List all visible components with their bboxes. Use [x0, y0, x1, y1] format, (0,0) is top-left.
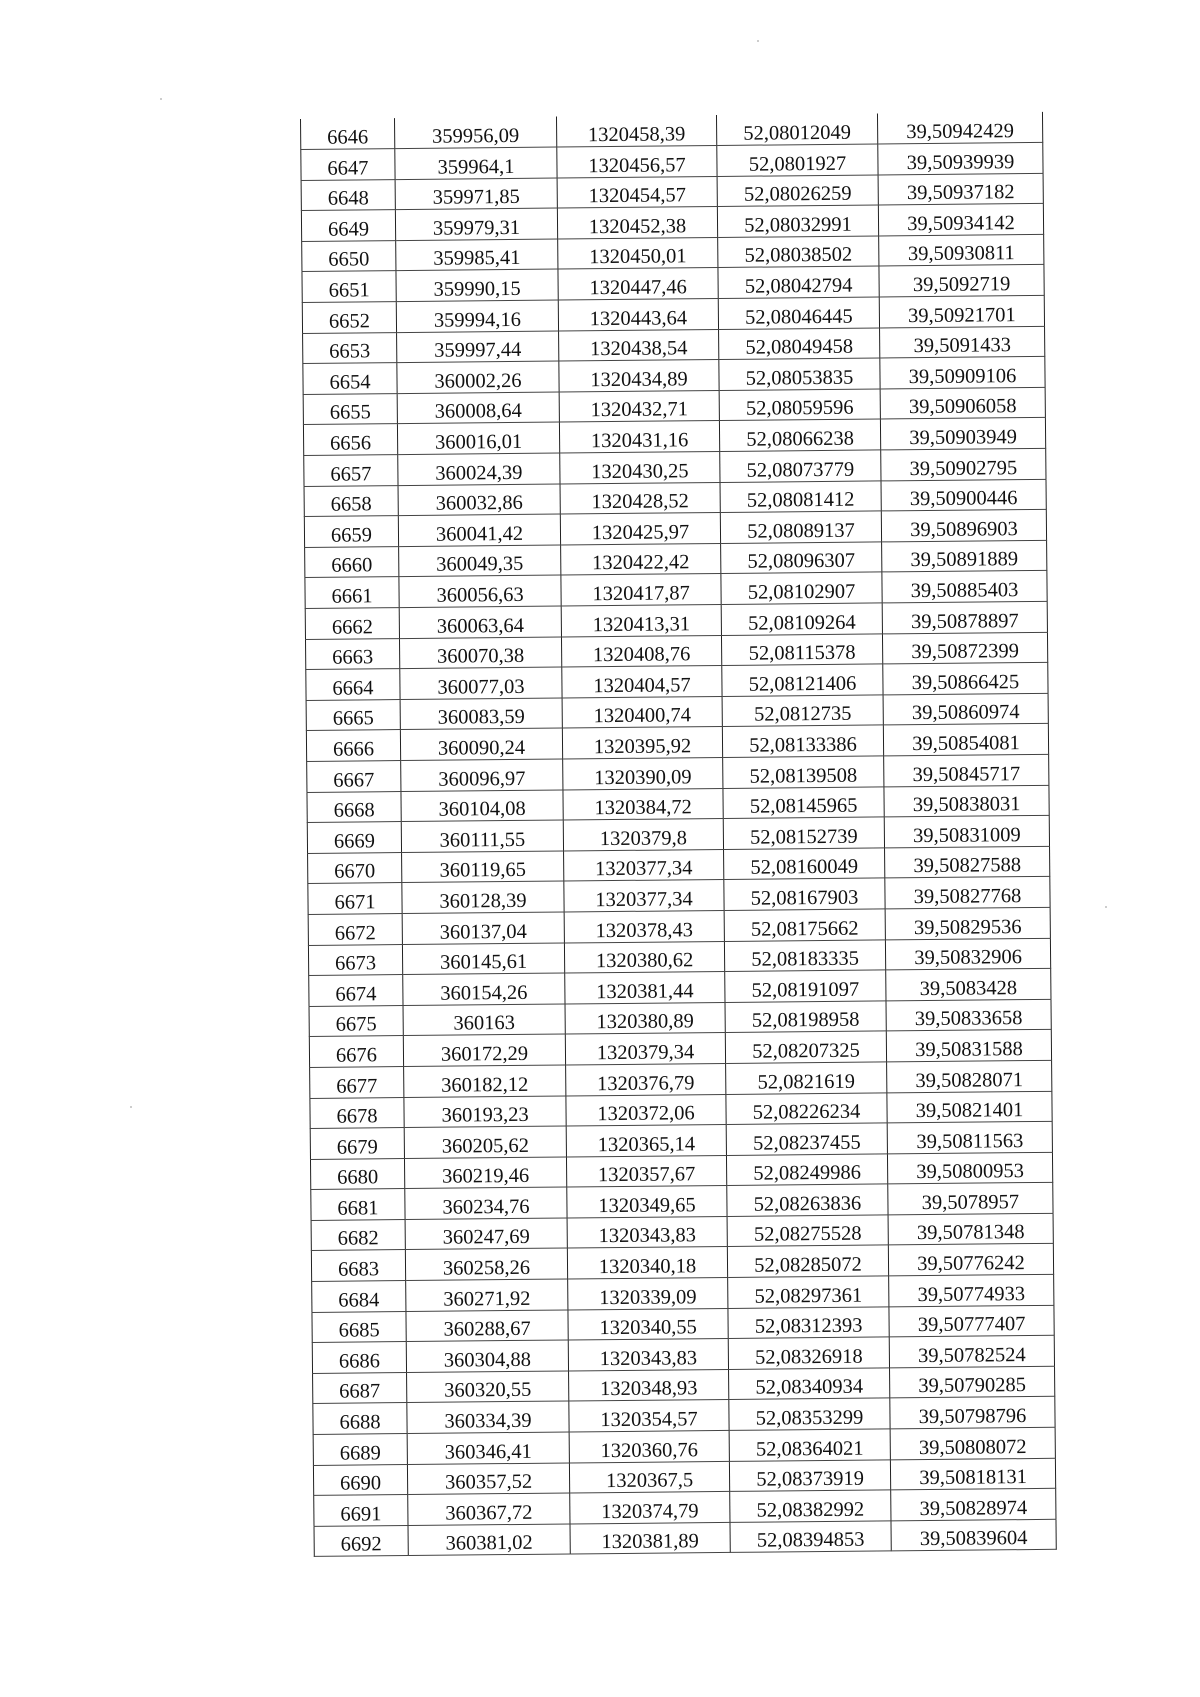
y-coordinate-cell: 1320458,39 — [556, 115, 716, 147]
x-coordinate-cell: 359994,16 — [396, 300, 558, 332]
x-coordinate-cell: 360172,29 — [403, 1034, 565, 1066]
x-coordinate-cell: 360320,55 — [407, 1371, 569, 1403]
scan-speck — [160, 98, 162, 100]
latitude-cell: 52,08275528 — [727, 1215, 888, 1247]
x-coordinate-cell: 360163 — [403, 1004, 565, 1036]
point-number-cell: 6658 — [304, 485, 398, 516]
point-number-cell: 6657 — [304, 455, 398, 486]
latitude-cell: 52,08167903 — [724, 878, 885, 910]
latitude-cell: 52,08312393 — [728, 1307, 889, 1339]
y-coordinate-cell: 1320379,34 — [565, 1033, 725, 1065]
y-coordinate-cell: 1320395,92 — [562, 727, 722, 759]
point-number-cell: 6661 — [305, 577, 399, 608]
longitude-cell: 39,50777407 — [889, 1305, 1054, 1337]
y-coordinate-cell: 1320413,31 — [561, 604, 721, 636]
point-number-cell: 6651 — [302, 271, 396, 302]
longitude-cell: 39,50854081 — [883, 724, 1048, 756]
x-coordinate-cell: 360041,42 — [398, 514, 560, 546]
longitude-cell: 39,50827588 — [885, 846, 1050, 878]
y-coordinate-cell: 1320348,93 — [569, 1369, 729, 1401]
longitude-cell: 39,50808072 — [890, 1427, 1055, 1459]
x-coordinate-cell: 360070,38 — [399, 637, 561, 669]
y-coordinate-cell: 1320400,74 — [562, 696, 722, 728]
longitude-cell: 39,50939939 — [878, 142, 1043, 174]
point-number-cell: 6692 — [314, 1525, 408, 1556]
x-coordinate-cell: 360205,62 — [404, 1126, 566, 1158]
x-coordinate-cell: 359997,44 — [397, 331, 559, 363]
x-coordinate-cell: 360090,24 — [400, 728, 562, 760]
longitude-cell: 39,50781348 — [888, 1213, 1053, 1245]
longitude-cell: 39,50831588 — [886, 1030, 1051, 1062]
point-number-cell: 6674 — [309, 975, 403, 1006]
latitude-cell: 52,08382992 — [730, 1490, 891, 1522]
y-coordinate-cell: 1320447,46 — [558, 268, 718, 300]
latitude-cell: 52,08207325 — [725, 1031, 886, 1063]
y-coordinate-cell: 1320374,79 — [570, 1492, 730, 1524]
x-coordinate-cell: 359956,09 — [394, 117, 556, 149]
point-number-cell: 6647 — [301, 149, 395, 180]
latitude-cell: 52,08160049 — [724, 848, 885, 880]
point-number-cell: 6689 — [313, 1434, 407, 1465]
latitude-cell: 52,08249986 — [726, 1154, 887, 1186]
longitude-cell: 39,50878897 — [882, 601, 1047, 633]
x-coordinate-cell: 360063,64 — [399, 606, 561, 638]
point-number-cell: 6652 — [302, 302, 396, 333]
point-number-cell: 6663 — [305, 638, 399, 669]
y-coordinate-cell: 1320378,43 — [564, 910, 724, 942]
longitude-cell: 39,50790285 — [890, 1366, 1055, 1398]
longitude-cell: 39,50827768 — [885, 877, 1050, 909]
x-coordinate-cell: 360016,01 — [397, 422, 559, 454]
scan-speck — [1105, 906, 1107, 908]
point-number-cell: 6671 — [308, 883, 402, 914]
point-number-cell: 6685 — [312, 1311, 406, 1342]
latitude-cell: 52,08353299 — [729, 1398, 890, 1430]
point-number-cell: 6656 — [303, 424, 397, 455]
latitude-cell: 52,08032991 — [717, 205, 878, 237]
latitude-cell: 52,0801927 — [717, 144, 878, 176]
y-coordinate-cell: 1320380,62 — [564, 941, 724, 973]
latitude-cell: 52,08096307 — [721, 542, 882, 574]
y-coordinate-cell: 1320430,25 — [560, 452, 720, 484]
latitude-cell: 52,08297361 — [728, 1276, 889, 1308]
longitude-cell: 39,50872399 — [882, 632, 1047, 664]
longitude-cell: 39,50896903 — [881, 510, 1046, 542]
longitude-cell: 39,50866425 — [883, 663, 1048, 695]
latitude-cell: 52,08089137 — [720, 511, 881, 543]
point-number-cell: 6686 — [312, 1342, 406, 1373]
latitude-cell: 52,08049458 — [719, 328, 880, 360]
latitude-cell: 52,08042794 — [718, 266, 879, 298]
point-number-cell: 6682 — [311, 1219, 405, 1250]
y-coordinate-cell: 1320340,55 — [568, 1308, 728, 1340]
y-coordinate-cell: 1320404,57 — [562, 666, 722, 698]
latitude-cell: 52,08012049 — [716, 113, 877, 145]
longitude-cell: 39,5092719 — [879, 265, 1044, 297]
longitude-cell: 39,50839604 — [891, 1519, 1056, 1551]
latitude-cell: 52,08191097 — [725, 970, 886, 1002]
latitude-cell: 52,08394853 — [730, 1521, 891, 1553]
longitude-cell: 39,50903949 — [880, 418, 1045, 450]
x-coordinate-cell: 360193,23 — [404, 1095, 566, 1127]
y-coordinate-cell: 1320376,79 — [566, 1063, 726, 1095]
x-coordinate-cell: 360111,55 — [401, 820, 563, 852]
point-number-cell: 6668 — [307, 791, 401, 822]
latitude-cell: 52,08373919 — [729, 1460, 890, 1492]
point-number-cell: 6654 — [303, 363, 397, 394]
latitude-cell: 52,0821619 — [726, 1062, 887, 1094]
y-coordinate-cell: 1320428,52 — [560, 482, 720, 514]
y-coordinate-cell: 1320381,44 — [565, 972, 725, 1004]
point-number-cell: 6648 — [301, 179, 395, 210]
longitude-cell: 39,50831009 — [884, 815, 1049, 847]
point-number-cell: 6690 — [313, 1464, 407, 1495]
latitude-cell: 52,08364021 — [729, 1429, 890, 1461]
x-coordinate-cell: 359971,85 — [395, 178, 557, 210]
x-coordinate-cell: 360119,65 — [402, 851, 564, 883]
x-coordinate-cell: 360096,97 — [401, 759, 563, 791]
longitude-cell: 39,50906058 — [880, 387, 1045, 419]
point-number-cell: 6679 — [310, 1128, 404, 1159]
point-number-cell: 6683 — [311, 1250, 405, 1281]
y-coordinate-cell: 1320365,14 — [566, 1125, 726, 1157]
point-number-cell: 6673 — [308, 944, 402, 975]
latitude-cell: 52,08198958 — [725, 1001, 886, 1033]
coordinates-table — [300, 112, 1057, 1557]
point-number-cell: 6691 — [314, 1495, 408, 1526]
y-coordinate-cell: 1320432,71 — [559, 390, 719, 422]
longitude-cell: 39,50891889 — [882, 540, 1047, 572]
point-number-cell: 6681 — [311, 1189, 405, 1220]
latitude-cell: 52,08145965 — [723, 786, 884, 818]
longitude-cell: 39,50838031 — [884, 785, 1049, 817]
y-coordinate-cell: 1320425,97 — [560, 513, 720, 545]
latitude-cell: 52,08139508 — [723, 756, 884, 788]
point-number-cell: 6680 — [310, 1158, 404, 1189]
x-coordinate-cell: 360367,72 — [408, 1493, 570, 1525]
y-coordinate-cell: 1320452,38 — [557, 207, 717, 239]
latitude-cell: 52,08285072 — [727, 1245, 888, 1277]
y-coordinate-cell: 1320381,89 — [570, 1522, 730, 1554]
x-coordinate-cell: 360182,12 — [404, 1065, 566, 1097]
x-coordinate-cell: 360024,39 — [398, 453, 560, 485]
x-coordinate-cell: 360288,67 — [406, 1310, 568, 1342]
point-number-cell: 6669 — [307, 822, 401, 853]
latitude-cell: 52,08073779 — [720, 450, 881, 482]
y-coordinate-cell: 1320443,64 — [558, 299, 718, 331]
x-coordinate-cell: 360002,26 — [397, 361, 559, 393]
longitude-cell: 39,50828071 — [887, 1060, 1052, 1092]
y-coordinate-cell: 1320343,83 — [568, 1339, 728, 1371]
longitude-cell: 39,50930811 — [879, 234, 1044, 266]
x-coordinate-cell: 359979,31 — [395, 208, 557, 240]
latitude-cell: 52,08237455 — [726, 1123, 887, 1155]
point-number-cell: 6672 — [308, 913, 402, 944]
longitude-cell: 39,50774933 — [889, 1274, 1054, 1306]
y-coordinate-cell: 1320339,09 — [568, 1278, 728, 1310]
longitude-cell: 39,50782524 — [889, 1336, 1054, 1368]
longitude-cell: 39,50921701 — [879, 295, 1044, 327]
latitude-cell: 52,08183335 — [724, 939, 885, 971]
x-coordinate-cell: 360145,61 — [402, 943, 564, 975]
point-number-cell: 6688 — [313, 1403, 407, 1434]
x-coordinate-cell: 360247,69 — [405, 1218, 567, 1250]
x-coordinate-cell: 359985,41 — [396, 239, 558, 271]
point-number-cell: 6660 — [305, 546, 399, 577]
point-number-cell: 6677 — [310, 1066, 404, 1097]
point-number-cell: 6676 — [309, 1036, 403, 1067]
longitude-cell: 39,50821401 — [887, 1091, 1052, 1123]
latitude-cell: 52,08121406 — [722, 664, 883, 696]
latitude-cell: 52,08066238 — [719, 419, 880, 451]
longitude-cell: 39,50942429 — [877, 112, 1042, 144]
longitude-cell: 39,50832906 — [885, 938, 1050, 970]
point-number-cell: 6659 — [304, 516, 398, 547]
latitude-cell: 52,08026259 — [717, 175, 878, 207]
x-coordinate-cell: 360381,02 — [408, 1524, 570, 1556]
x-coordinate-cell: 360008,64 — [397, 392, 559, 424]
longitude-cell: 39,50845717 — [884, 754, 1049, 786]
y-coordinate-cell: 1320438,54 — [559, 329, 719, 361]
point-number-cell: 6684 — [312, 1281, 406, 1312]
y-coordinate-cell: 1320360,76 — [569, 1430, 729, 1462]
longitude-cell: 39,50909106 — [880, 357, 1045, 389]
x-coordinate-cell: 359990,15 — [396, 269, 558, 301]
longitude-cell: 39,50776242 — [888, 1244, 1053, 1276]
y-coordinate-cell: 1320431,16 — [559, 421, 719, 453]
x-coordinate-cell: 360083,59 — [400, 698, 562, 730]
latitude-cell: 52,08115378 — [721, 634, 882, 666]
y-coordinate-cell: 1320343,83 — [567, 1216, 727, 1248]
x-coordinate-cell: 360137,04 — [402, 912, 564, 944]
table-row — [314, 1519, 1056, 1557]
scan-speck — [757, 40, 759, 42]
y-coordinate-cell: 1320390,09 — [563, 757, 723, 789]
point-number-cell: 6650 — [302, 240, 396, 271]
coordinates-table-body — [300, 112, 1056, 1557]
y-coordinate-cell: 1320434,89 — [559, 360, 719, 392]
latitude-cell: 52,08263836 — [727, 1184, 888, 1216]
longitude-cell: 39,50818131 — [890, 1458, 1055, 1490]
y-coordinate-cell: 1320380,89 — [565, 1002, 725, 1034]
x-coordinate-cell: 360032,86 — [398, 484, 560, 516]
latitude-cell: 52,08053835 — [719, 358, 880, 390]
point-number-cell: 6667 — [307, 761, 401, 792]
x-coordinate-cell: 360346,41 — [407, 1432, 569, 1464]
y-coordinate-cell: 1320454,57 — [557, 176, 717, 208]
point-number-cell: 6662 — [305, 608, 399, 639]
point-number-cell: 6664 — [306, 669, 400, 700]
y-coordinate-cell: 1320422,42 — [561, 543, 721, 575]
y-coordinate-cell: 1320408,76 — [561, 635, 721, 667]
x-coordinate-cell: 360056,63 — [399, 575, 561, 607]
x-coordinate-cell: 360128,39 — [402, 881, 564, 913]
point-number-cell: 6687 — [313, 1372, 407, 1403]
latitude-cell: 52,08109264 — [721, 603, 882, 635]
y-coordinate-cell: 1320372,06 — [566, 1094, 726, 1126]
longitude-cell: 39,5091433 — [880, 326, 1045, 358]
longitude-cell: 39,50900446 — [881, 479, 1046, 511]
y-coordinate-cell: 1320367,5 — [569, 1461, 729, 1493]
y-coordinate-cell: 1320417,87 — [561, 574, 721, 606]
latitude-cell: 52,08175662 — [724, 909, 885, 941]
x-coordinate-cell: 360234,76 — [405, 1187, 567, 1219]
x-coordinate-cell: 360271,92 — [406, 1279, 568, 1311]
point-number-cell: 6678 — [310, 1097, 404, 1128]
latitude-cell: 52,08152739 — [723, 817, 884, 849]
longitude-cell: 39,50833658 — [886, 999, 1051, 1031]
longitude-cell: 39,50829536 — [885, 907, 1050, 939]
latitude-cell: 52,08059596 — [719, 389, 880, 421]
y-coordinate-cell: 1320384,72 — [563, 788, 723, 820]
x-coordinate-cell: 360258,26 — [405, 1248, 567, 1280]
x-coordinate-cell: 360219,46 — [404, 1157, 566, 1189]
y-coordinate-cell: 1320379,8 — [563, 819, 723, 851]
x-coordinate-cell: 360049,35 — [399, 545, 561, 577]
longitude-cell: 39,50798796 — [890, 1397, 1055, 1429]
x-coordinate-cell: 359964,1 — [395, 147, 557, 179]
longitude-cell: 39,50828974 — [891, 1489, 1056, 1521]
point-number-cell: 6646 — [300, 118, 394, 149]
y-coordinate-cell: 1320450,01 — [558, 237, 718, 269]
x-coordinate-cell: 360077,03 — [400, 667, 562, 699]
longitude-cell: 39,50800953 — [887, 1152, 1052, 1184]
point-number-cell: 6666 — [306, 730, 400, 761]
y-coordinate-cell: 1320377,34 — [564, 849, 724, 881]
longitude-cell: 39,50934142 — [878, 204, 1043, 236]
point-number-cell: 6665 — [306, 699, 400, 730]
latitude-cell: 52,08133386 — [722, 725, 883, 757]
y-coordinate-cell: 1320377,34 — [564, 880, 724, 912]
y-coordinate-cell: 1320357,67 — [566, 1155, 726, 1187]
x-coordinate-cell: 360334,39 — [407, 1401, 569, 1433]
y-coordinate-cell: 1320340,18 — [567, 1247, 727, 1279]
point-number-cell: 6655 — [303, 393, 397, 424]
x-coordinate-cell: 360104,08 — [401, 790, 563, 822]
latitude-cell: 52,08102907 — [721, 572, 882, 604]
x-coordinate-cell: 360357,52 — [407, 1463, 569, 1495]
x-coordinate-cell: 360304,88 — [406, 1340, 568, 1372]
longitude-cell: 39,5078957 — [888, 1183, 1053, 1215]
point-number-cell: 6670 — [308, 852, 402, 883]
point-number-cell: 6653 — [303, 332, 397, 363]
longitude-cell: 39,50811563 — [887, 1121, 1052, 1153]
longitude-cell: 39,50902795 — [881, 448, 1046, 480]
latitude-cell: 52,08326918 — [728, 1337, 889, 1369]
longitude-cell: 39,5083428 — [886, 968, 1051, 1000]
longitude-cell: 39,50937182 — [878, 173, 1043, 205]
y-coordinate-cell: 1320349,65 — [567, 1186, 727, 1218]
point-number-cell: 6649 — [301, 210, 395, 241]
longitude-cell: 39,50860974 — [883, 693, 1048, 725]
latitude-cell: 52,08038502 — [718, 236, 879, 268]
latitude-cell: 52,0812735 — [722, 695, 883, 727]
x-coordinate-cell: 360154,26 — [403, 973, 565, 1005]
y-coordinate-cell: 1320354,57 — [569, 1400, 729, 1432]
latitude-cell: 52,08046445 — [718, 297, 879, 329]
latitude-cell: 52,08340934 — [729, 1368, 890, 1400]
point-number-cell: 6675 — [309, 1005, 403, 1036]
y-coordinate-cell: 1320456,57 — [557, 146, 717, 178]
longitude-cell: 39,50885403 — [882, 571, 1047, 603]
scan-speck — [130, 1106, 132, 1108]
latitude-cell: 52,08081412 — [720, 481, 881, 513]
latitude-cell: 52,08226234 — [726, 1092, 887, 1124]
